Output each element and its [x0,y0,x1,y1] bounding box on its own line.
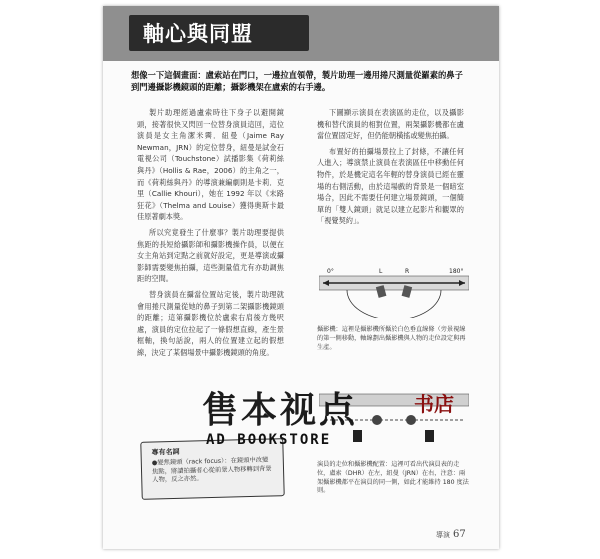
figure-caption: 攝影機：這裡是攝影機所攝於白色垂直線條（旁景視線的第一側移動，軸線劃出攝影機與人物的走位設定與再生產。 [317,326,466,351]
right-column [317,107,464,231]
camera-b-icon [425,430,434,442]
set-wall [319,394,469,406]
body-paragraph: 替身演員在攝當位置站定後，製片助理就會用捲尺測量從她的鼻子到第二架攝影機鏡頭的距離；這第攝影機位於盧索右肩後方幾呎處，演員的定位拉起了一條假想直線，產生景框軸，換句話說，兩人的位置建立起的假想線，決定了某個場景中攝影機鏡頭的角度。 [137,289,284,357]
watermark-cjk-store: 书店 [414,392,454,416]
body-paragraph: 製片助理經過盧索時往下身子以避開鏡頭，接著很快又閃回一位替身演員這回，這位演員是女主角潔米霽．紐曼（Jaime Ray Newman，JRN）的定位替身，紐曼是試金石電視公司（Touchstone）試播影集《荷莉絲與丹》（Hollis & Rae，2006）的主角之一，而《荷莉絲與丹》的導演兼編劇則是卡莉．克里（Callie Khouri），她在 1992 年以《末路狂花》（Thelma and Louise）獲得奧斯卡最佳原著劇本獎。 [137,108,284,222]
marker-l-label: L [379,268,383,275]
body-paragraph: 下圖顯示演員在表演區的走位，以及攝影機和替代演員的相對位置，兩架攝影機都在盧當位置固定好，但仍能朝橫搖或變焦拍攝。 [317,108,464,141]
watermark-latin: AD BOOKSTORE [206,432,332,448]
actor-dhr-marker [372,415,382,425]
watermark-cjk: 售本视点 [202,390,359,431]
page-folio [436,529,466,540]
action-arc [347,290,441,318]
folio-label: 導演 [436,531,450,539]
camera-a-icon [353,430,362,442]
actor-jrn-marker [406,415,416,425]
glossary-box [140,438,284,500]
glossary-body: ●變焦鏡頭（rack focus）：在鏡頭中改變焦點，將讀拍攝者心從前景人物移轉到背景人物，反之亦然。 [151,456,272,484]
angle-right-label: 180° [449,268,464,275]
glossary-title: 專有名詞 [151,447,180,457]
left-column [137,107,284,362]
page-number: 67 [453,529,466,540]
body-paragraph: 布置好的拍攝場景拉上了封條，不讓任何人進入；導演禁止演員在表演區任中移動任何物件，於是機定這名年輕的替身演員已經在靈場的右側活動，由於這場戲的背景是一個暗室場合，因此不需要任何建立場景鏡頭，一個簡單的「雙人鏡頭」就足以建立起影片和觀眾的「視覺契約」。 [317,146,464,226]
intro-paragraph: 想像一下這個畫面：盧索站在門口，一邊拉直領帶，製片助理一邊用捲尺測量從羅素的鼻子到門邊攝影機鏡頭的距離；攝影機架在盧索的右手邊。 [131,70,463,92]
figure-caption: 演員的走位和攝影機配置：這裡可看出代演員表的走位，盧索（DHR）在左，紐曼（JRN）在右，注意：兩架攝影機都平在演員的同一側，如此才能維持 180 度法則。 [317,461,469,495]
body-paragraph: 所以究竟發生了什麼事？製片助理要提供焦距的長短給攝影師和攝影機操作員，以便在女主角站到定點之前就好設定，更是導演或攝影師需要變焦拍攝，這些測量值尤有亦助調焦距的空間。 [137,227,284,284]
camera-axis-diagram [319,256,469,318]
marker-r-label: R [405,268,410,275]
chapter-header [103,6,499,61]
book-page [103,6,499,549]
actor-blocking-diagram [319,378,469,448]
chapter-title: 軸心與同盟 [143,21,253,46]
angle-left-label: 0° [327,268,334,275]
